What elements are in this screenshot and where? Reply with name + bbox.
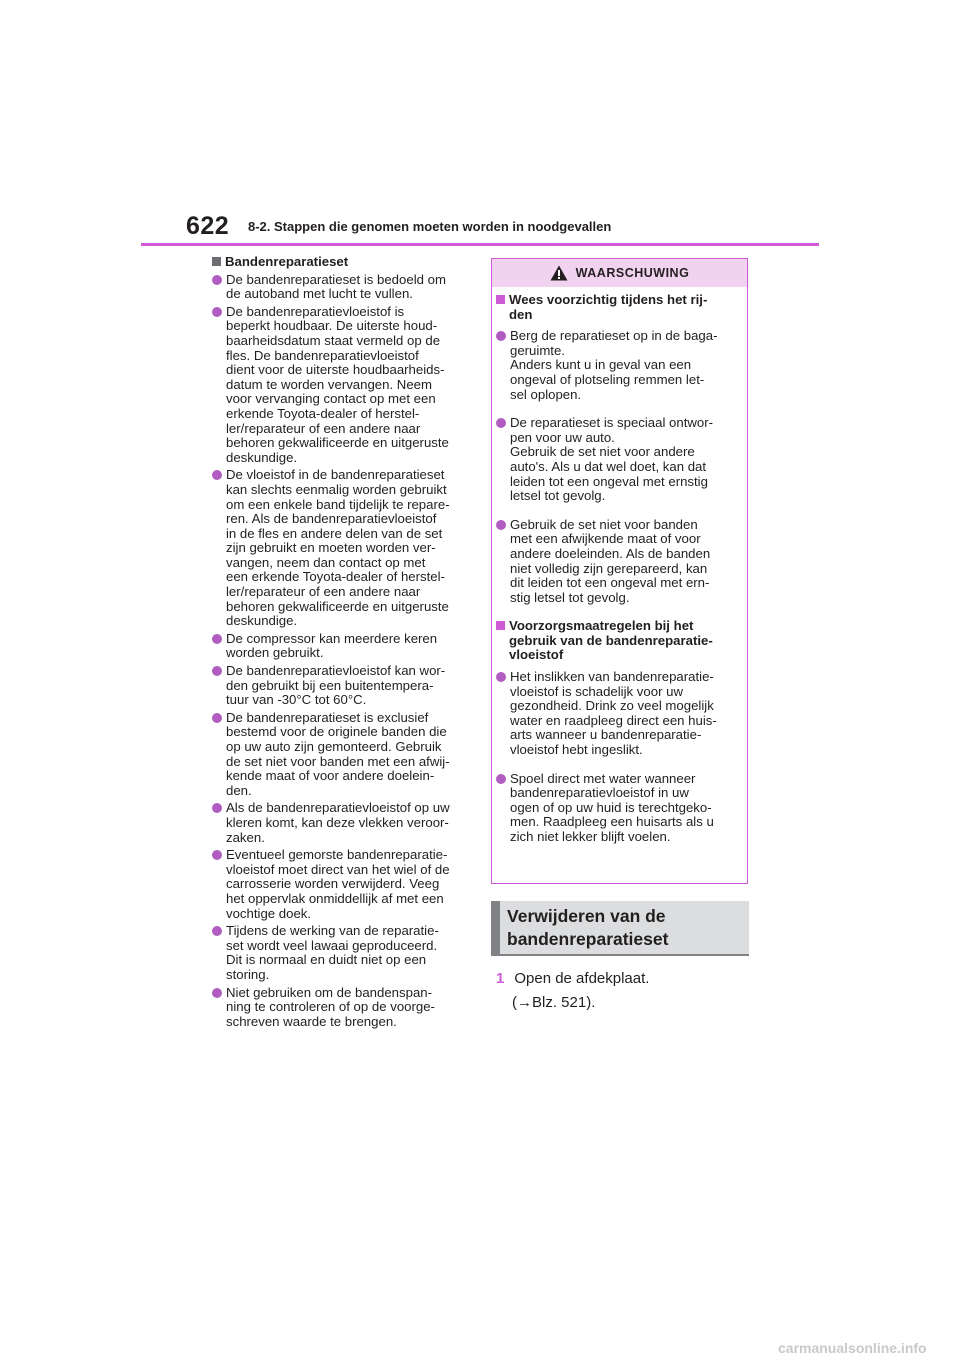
heading-accent-bar <box>491 901 500 954</box>
list-item <box>212 986 474 1030</box>
list-item <box>496 772 739 845</box>
step-item <box>496 966 649 991</box>
round-bullet-icon <box>212 713 222 723</box>
list-item <box>496 518 739 606</box>
step-number: 1 <box>496 970 505 987</box>
page-number: 622 <box>186 212 230 240</box>
round-bullet-icon <box>212 988 222 998</box>
list-item-text: De reparatieset is speciaal ontwor- pen voor uw auto. Gebruik de set niet voor andere auto's. Als u dat wel doet, kan dat leiden tot een ongeval met ernstig letsel tot gevolg. <box>510 415 714 504</box>
round-bullet-icon <box>212 850 222 860</box>
warning-subheading-driving <box>496 293 739 322</box>
square-bullet-icon <box>496 621 505 630</box>
warning-box <box>491 258 748 884</box>
round-bullet-icon <box>212 666 222 676</box>
list-item <box>212 848 474 921</box>
square-bullet-icon <box>212 257 221 266</box>
list-item <box>212 468 474 629</box>
list-item-text: Gebruik de set niet voor banden met een afwijkende maat of voor andere doeleinden. Als de banden niet volledig zijn gerepareerd, kan dit leiden tot een ongeval met ern- stig letsel tot gevolg. <box>510 516 711 605</box>
header-rule <box>141 243 819 246</box>
subheading-text: Wees voorzichtig tijdens het rij- den <box>509 292 708 322</box>
list-item-text: De bandenreparatievloeistof is beperkt houdbaar. De uiterste houd- baarheidsdatum staat vermeld op de fles. De bandenreparatievloeistof dient voor de uiterste houdbaarheids- datum te worden vervangen. Neem voor vervanging contact op met een erkende Toyota-dealer of herstel- ler/reparateur of een andere naar behoren gekwalificeerde en uitgeruste deskundige. <box>226 303 449 465</box>
list-item-text: Niet gebruiken om de bandenspan- ning te controleren of op de voorge- schreven waarde te brengen. <box>226 984 435 1029</box>
list-item <box>496 329 739 402</box>
list-item <box>212 305 474 466</box>
list-item <box>212 664 474 708</box>
list-item-text: Het inslikken van bandenreparatie- vloeistof is schadelijk voor uw gezondheid. Drink zo veel mogelijk water en raadpleeg direct een huis- arts wanneer u bandenreparatie- vloeistof hebt ingeslikt. <box>510 669 717 758</box>
step-text: Open de afdekplaat. <box>514 970 650 987</box>
round-bullet-icon <box>212 275 222 285</box>
warning-title: WAARSCHUWING <box>575 266 690 280</box>
list-item-text: De bandenreparatievloeistof kan wor- den gebruikt bij een buitentempera- tuur van -30°C tot 60°C. <box>226 663 446 708</box>
round-bullet-icon <box>212 926 222 936</box>
subheading-text: Voorzorgsmaatregelen bij het gebruik van de bandenreparatie- vloeistof <box>509 618 713 663</box>
warning-triangle-icon <box>550 265 568 281</box>
round-bullet-icon <box>212 307 222 317</box>
section-heading-text: Verwijderen van de bandenreparatieset <box>507 906 669 949</box>
list-item-text: Als de bandenreparatievloeistof op uw kleren komt, kan deze vlekken veroor- zaken. <box>226 800 450 845</box>
square-bullet-icon <box>496 295 505 304</box>
warning-header <box>492 259 747 287</box>
round-bullet-icon <box>496 520 506 530</box>
list-item-text: Berg de reparatieset op in de baga- geruimte. Anders kunt u in geval van een ongeval of plotseling remmen let- sel oplopen. <box>510 328 718 402</box>
watermark: carmanualsonline.info <box>778 1340 927 1356</box>
left-column <box>212 255 474 1032</box>
subheading-text: Bandenreparatieset <box>225 254 349 269</box>
list-item <box>212 632 474 661</box>
round-bullet-icon <box>496 331 506 341</box>
round-bullet-icon <box>496 774 506 784</box>
list-item-text: De vloeistof in de bandenreparatieset kan slechts eenmalig worden gebruikt om een enkele band tijdelijk te repare- ren. Als de bandenreparatievloeistof in de fles en andere delen van de set zijn gebruikt en moeten worden ver- vangen, neem dan contact op met een erkende Toyota-dealer of herstel- ler/reparateur of een andere naar behoren gekwalificeerde en uitgeruste deskundige. <box>226 467 450 629</box>
warning-subheading-precautions <box>496 619 739 663</box>
round-bullet-icon <box>212 634 222 644</box>
list-item <box>496 670 739 758</box>
list-item-text: Eventueel gemorste bandenreparatie- vloeistof moet direct van het wiel of de carrosserie worden verwijderd. Veeg het oppervlak onmiddellijk af met een vochtige doek. <box>226 847 450 921</box>
round-bullet-icon <box>496 672 506 682</box>
section-heading-removal <box>491 901 749 956</box>
list-item <box>212 273 474 302</box>
list-item-text: De compressor kan meerdere keren worden gebruikt. <box>226 630 438 661</box>
list-item-text: De bandenreparatieset is exclusief bestemd voor de originele banden die op uw auto zijn gemonteerd. Gebruik de set niet voor banden met een afwij- kende maat of voor andere doelein- den. <box>226 709 450 798</box>
list-item-text: Spoel direct met water wanneer bandenreparatievloeistof in uw ogen of op uw huid is terechtgeko- men. Raadpleeg een huisarts als u zich niet lekker blijft voelen. <box>510 770 714 844</box>
list-item <box>212 801 474 845</box>
page-reference-link[interactable]: (→Blz. 521). <box>512 994 596 1011</box>
list-item <box>212 924 474 982</box>
round-bullet-icon <box>496 418 506 428</box>
list-item <box>496 416 739 504</box>
list-item-text: De bandenreparatieset is bedoeld om de autoband met lucht te vullen. <box>226 271 446 302</box>
warning-body <box>492 287 747 845</box>
section-title: 8-2. Stappen die genomen moeten worden in noodgevallen <box>248 219 612 234</box>
list-item <box>212 711 474 799</box>
list-item-text: Tijdens de werking van de reparatie- set wordt veel lawaai geproduceerd. Dit is normaal en duidt niet op een storing. <box>226 923 439 982</box>
round-bullet-icon <box>212 470 222 480</box>
round-bullet-icon <box>212 803 222 813</box>
subheading-bandenreparatieset <box>212 255 474 270</box>
